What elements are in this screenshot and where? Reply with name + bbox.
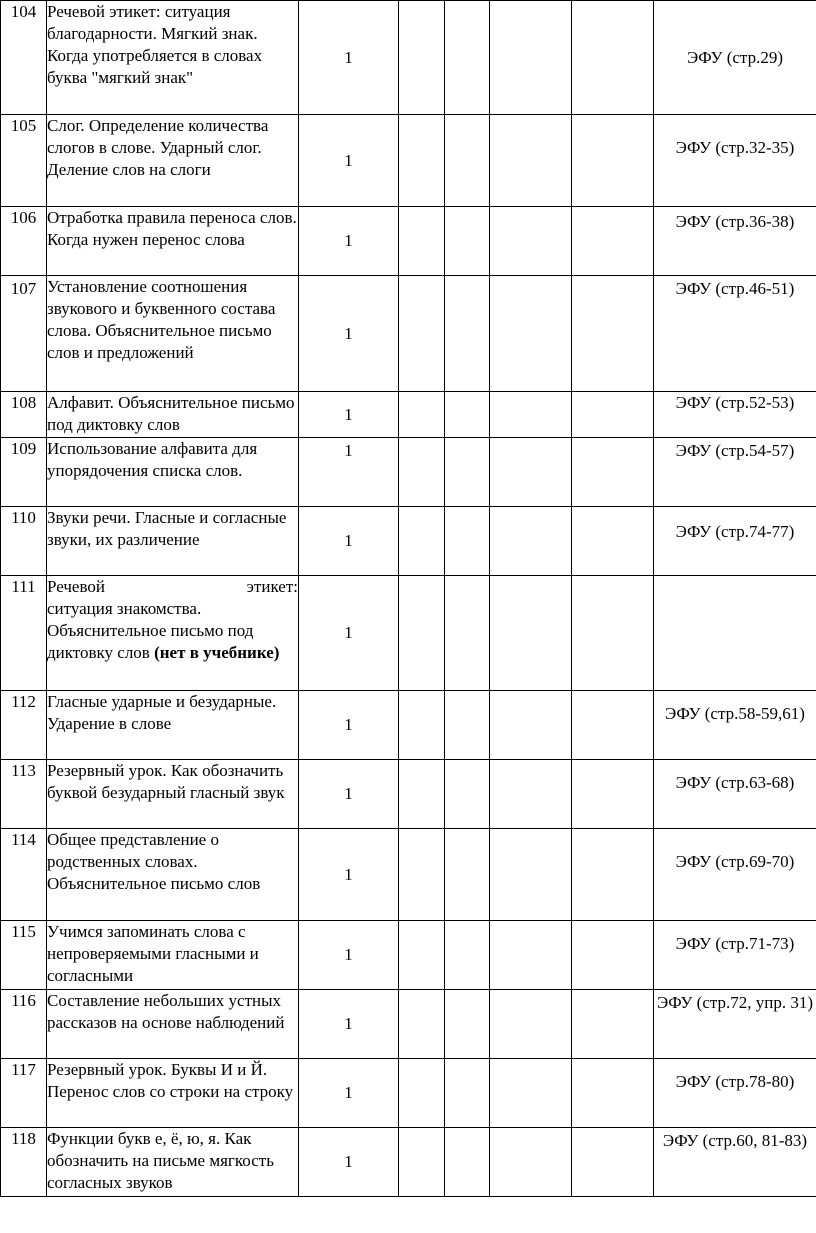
lesson-resource: ЭФУ (стр.71-73) xyxy=(654,921,816,990)
lesson-resource: ЭФУ (стр.29) xyxy=(654,1,816,115)
lesson-number: 115 xyxy=(1,921,47,990)
lesson-hours: 1 xyxy=(299,990,399,1059)
empty-cell xyxy=(445,921,490,990)
lesson-resource: ЭФУ (стр.63-68) xyxy=(654,760,816,829)
lesson-hours: 1 xyxy=(299,921,399,990)
lesson-hours: 1 xyxy=(299,207,399,276)
empty-cell xyxy=(399,207,445,276)
table-row xyxy=(1,1059,816,1128)
empty-cell xyxy=(445,115,490,207)
empty-cell xyxy=(490,691,572,760)
empty-cell xyxy=(399,1128,445,1197)
empty-cell xyxy=(490,438,572,507)
empty-cell xyxy=(572,115,654,207)
empty-cell xyxy=(445,276,490,392)
table-row xyxy=(1,392,816,438)
lesson-number: 113 xyxy=(1,760,47,829)
empty-cell xyxy=(490,115,572,207)
empty-cell xyxy=(572,576,654,691)
lesson-number: 116 xyxy=(1,990,47,1059)
empty-cell xyxy=(445,207,490,276)
empty-cell xyxy=(490,1059,572,1128)
empty-cell xyxy=(399,1059,445,1128)
empty-cell xyxy=(490,276,572,392)
lesson-number: 104 xyxy=(1,1,47,115)
lesson-resource: ЭФУ (стр.60, 81-83) xyxy=(654,1128,816,1197)
table-row xyxy=(1,990,816,1059)
empty-cell xyxy=(490,207,572,276)
lesson-number: 117 xyxy=(1,1059,47,1128)
lesson-title-text: ситуация знакомства. Объяснительное письмо под диктовку слов xyxy=(47,599,254,662)
table-row xyxy=(1,921,816,990)
lesson-title: Функции букв е, ё, ю, я. Как обозначить на письме мягкость согласных звуков xyxy=(47,1128,299,1197)
lesson-hours: 1 xyxy=(299,392,399,438)
lesson-title: Установление соотношения звукового и буквенного состава слова. Объяснительное письмо слов и предложений xyxy=(47,276,299,392)
lesson-resource: ЭФУ (стр.74-77) xyxy=(654,507,816,576)
empty-cell xyxy=(490,921,572,990)
empty-cell xyxy=(490,760,572,829)
empty-cell xyxy=(490,1,572,115)
empty-cell xyxy=(490,392,572,438)
table-row xyxy=(1,115,816,207)
lesson-hours: 1 xyxy=(299,438,399,507)
lesson-title: Звуки речи. Гласные и согласные звуки, их различение xyxy=(47,507,299,576)
lesson-title: Учимся запоминать слова с непроверяемыми гласными и согласными xyxy=(47,921,299,990)
lesson-title: Слог. Определение количества слогов в слове. Ударный слог. Деление слов на слоги xyxy=(47,115,299,207)
lesson-number: 111 xyxy=(1,576,47,691)
table-row xyxy=(1,576,816,691)
lesson-hours: 1 xyxy=(299,576,399,691)
empty-cell xyxy=(490,1128,572,1197)
empty-cell xyxy=(399,276,445,392)
lesson-resource: ЭФУ (стр.72, упр. 31) xyxy=(654,990,816,1059)
table-row xyxy=(1,829,816,921)
empty-cell xyxy=(572,392,654,438)
lesson-resource: ЭФУ (стр.69-70) xyxy=(654,829,816,921)
empty-cell xyxy=(445,438,490,507)
lesson-number: 107 xyxy=(1,276,47,392)
lesson-title: Резервный урок. Буквы И и Й. Перенос слов со строки на строку xyxy=(47,1059,299,1128)
lesson-hours: 1 xyxy=(299,276,399,392)
empty-cell xyxy=(445,576,490,691)
empty-cell xyxy=(572,1059,654,1128)
lesson-title: Использование алфавита для упорядочения списка слов. xyxy=(47,438,299,507)
lesson-title: Отработка правила переноса слов. Когда нужен перенос слова xyxy=(47,207,299,276)
lesson-resource: ЭФУ (стр.58-59,61) xyxy=(654,691,816,760)
lesson-resource: ЭФУ (стр.78-80) xyxy=(654,1059,816,1128)
table-row xyxy=(1,207,816,276)
table-row xyxy=(1,507,816,576)
lesson-hours: 1 xyxy=(299,760,399,829)
empty-cell xyxy=(445,1128,490,1197)
table-row xyxy=(1,276,816,392)
lesson-title: Алфавит. Объяснительное письмо под диктовку слов xyxy=(47,392,299,438)
empty-cell xyxy=(490,507,572,576)
lesson-hours: 1 xyxy=(299,115,399,207)
empty-cell xyxy=(572,760,654,829)
empty-cell xyxy=(572,921,654,990)
empty-cell xyxy=(572,1,654,115)
lesson-title: Речевой этикет: ситуация благодарности. Мягкий знак. Когда употребляется в словах буква "мягкий знак" xyxy=(47,1,299,115)
empty-cell xyxy=(399,1,445,115)
empty-cell xyxy=(572,829,654,921)
lesson-hours: 1 xyxy=(299,1,399,115)
empty-cell xyxy=(572,207,654,276)
lesson-hours: 1 xyxy=(299,1128,399,1197)
empty-cell xyxy=(572,691,654,760)
lesson-number: 112 xyxy=(1,691,47,760)
empty-cell xyxy=(490,576,572,691)
lesson-number: 106 xyxy=(1,207,47,276)
lesson-title: Общее представление о родственных словах. Объяснительное письмо слов xyxy=(47,829,299,921)
empty-cell xyxy=(399,507,445,576)
empty-cell xyxy=(399,438,445,507)
empty-cell xyxy=(445,392,490,438)
lesson-resource xyxy=(654,576,816,691)
empty-cell xyxy=(399,691,445,760)
empty-cell xyxy=(445,691,490,760)
lesson-hours: 1 xyxy=(299,829,399,921)
empty-cell xyxy=(572,1128,654,1197)
lesson-hours: 1 xyxy=(299,507,399,576)
lesson-resource: ЭФУ (стр.52-53) xyxy=(654,392,816,438)
empty-cell xyxy=(572,990,654,1059)
empty-cell xyxy=(445,507,490,576)
lesson-title: Гласные ударные и безударные. Ударение в слове xyxy=(47,691,299,760)
lesson-title: Составление небольших устных рассказов на основе наблюдений xyxy=(47,990,299,1059)
lesson-number: 105 xyxy=(1,115,47,207)
lesson-hours: 1 xyxy=(299,691,399,760)
empty-cell xyxy=(399,115,445,207)
lesson-title: Резервный урок. Как обозначить буквой безударный гласный звук xyxy=(47,760,299,829)
lesson-resource: ЭФУ (стр.36-38) xyxy=(654,207,816,276)
empty-cell xyxy=(490,990,572,1059)
lesson-title xyxy=(47,576,299,691)
lesson-resource: ЭФУ (стр.32-35) xyxy=(654,115,816,207)
table-row xyxy=(1,1128,816,1197)
empty-cell xyxy=(445,760,490,829)
empty-cell xyxy=(445,829,490,921)
table-row xyxy=(1,1,816,115)
empty-cell xyxy=(445,990,490,1059)
empty-cell xyxy=(445,1,490,115)
empty-cell xyxy=(490,829,572,921)
lesson-number: 118 xyxy=(1,1128,47,1197)
lesson-number: 110 xyxy=(1,507,47,576)
lesson-number: 108 xyxy=(1,392,47,438)
empty-cell xyxy=(399,990,445,1059)
lesson-resource: ЭФУ (стр.46-51) xyxy=(654,276,816,392)
empty-cell xyxy=(399,829,445,921)
lesson-resource: ЭФУ (стр.54-57) xyxy=(654,438,816,507)
lesson-number: 109 xyxy=(1,438,47,507)
empty-cell xyxy=(572,276,654,392)
table-row xyxy=(1,691,816,760)
lesson-title-note: (нет в учебнике) xyxy=(154,643,280,662)
empty-cell xyxy=(445,1059,490,1128)
lesson-number: 114 xyxy=(1,829,47,921)
empty-cell xyxy=(572,507,654,576)
lesson-hours: 1 xyxy=(299,1059,399,1128)
table-row xyxy=(1,760,816,829)
empty-cell xyxy=(399,760,445,829)
lesson-title-line: Речевой этикет: xyxy=(47,577,298,596)
empty-cell xyxy=(399,576,445,691)
empty-cell xyxy=(572,438,654,507)
empty-cell xyxy=(399,921,445,990)
empty-cell xyxy=(399,392,445,438)
table-row xyxy=(1,438,816,507)
